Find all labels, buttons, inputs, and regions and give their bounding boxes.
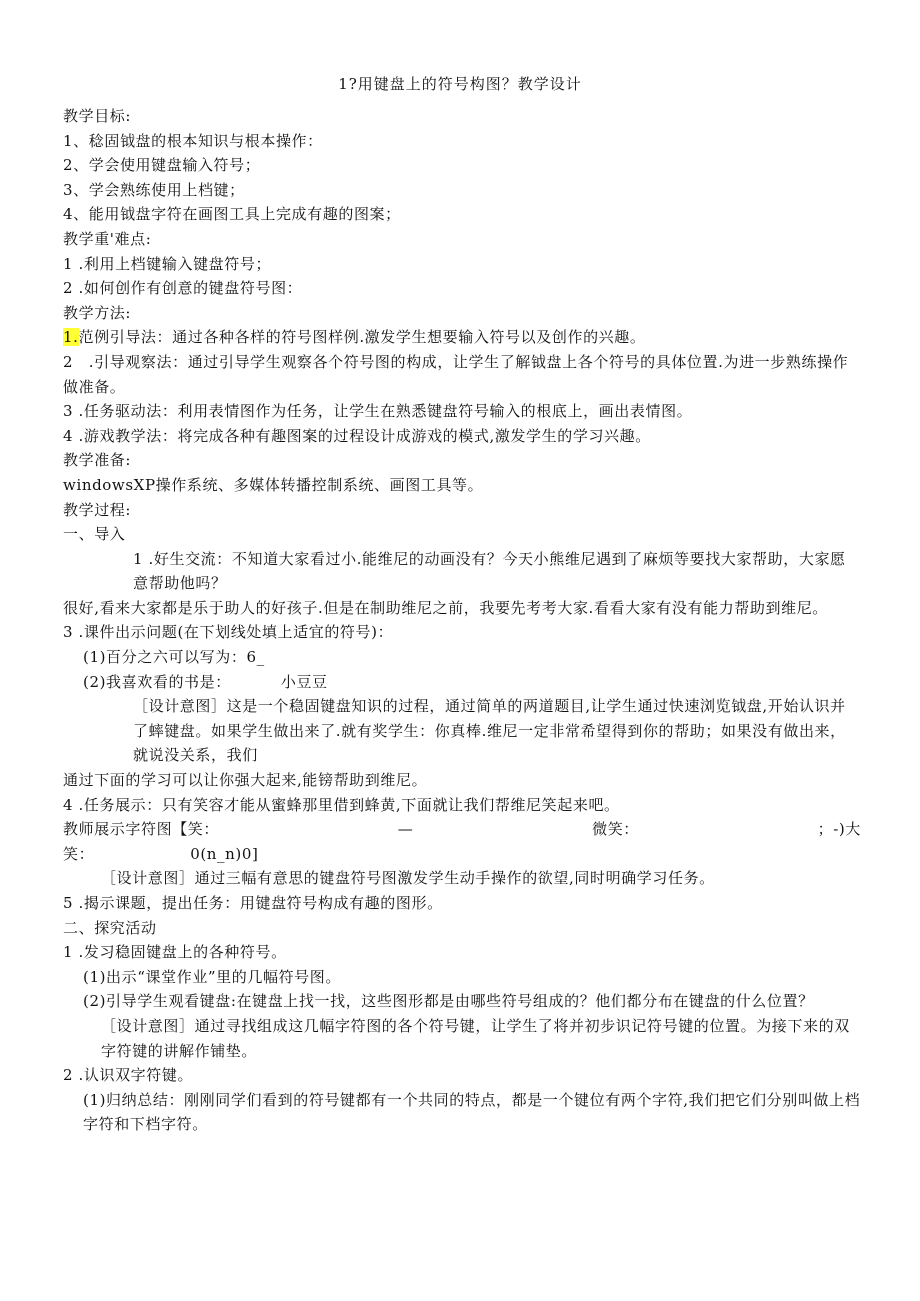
section-heading-preparation: 教学准备: [63, 451, 132, 470]
section-heading-process: 教学过程: [63, 500, 132, 519]
question-text: (2)我喜欢看的书是： [83, 672, 231, 691]
emoticon-wink: ；-)大 [817, 820, 861, 839]
list-item [63, 325, 861, 350]
list-item: (1)出示“课堂作业”里的几幅符号图。 [83, 967, 341, 986]
list-item: 1 .利用上档键输入键盘符号； [63, 254, 272, 273]
document-body [63, 104, 861, 1137]
list-item: 2 .如何创作有创意的键盘符号图： [63, 279, 303, 298]
emoticon-laugh: 0(n_n)0] [190, 844, 259, 863]
section-heading-key-points: 教学重'难点: [63, 229, 152, 248]
design-intent-paragraph: ［设计意图］通过三幅有意思的键盘符号图激发学生动手操作的欲望,同时明确学习任务。 [101, 869, 715, 888]
paragraph: 1 .好生交流：不知道大家看过小.能维尼的动画没有？今天小熊维尼遇到了麻烦等要找大家帮助，大家愿意帮助他吗？ [133, 549, 846, 593]
list-item: 2 .认识双字符键。 [63, 1066, 194, 1085]
list-item: 1、稔固钺盘的根本知识与根本操作： [63, 131, 323, 150]
sub-heading-intro: 一、导入 [63, 525, 126, 544]
list-item: 5 .揭示课题，提出任务：用键盘符号构成有趣的图形。 [63, 894, 443, 912]
page-title: 1?用键盘上的符号构图？教学设计 [338, 75, 582, 93]
section-heading-methods: 教学方法: [63, 303, 132, 322]
list-item: 4 .任务展示：只有笑容才能从蜜蜂那里借到蜂黄,下面就让我们帮维尼笑起来吧。 [63, 795, 620, 814]
question-item: (1)百分之六可以写为：6_ [83, 648, 265, 667]
list-item: 3、学会熟练使用上档键； [63, 180, 245, 199]
design-intent-paragraph: ［设计意图］这是一个稳固键盘知识的过程，通过简单的两道题目,让学生通过快速浏览钺盘,开始认识并了蟀键盘。如果学生做出来了.就有奖学生：你真棒.维尼一定非常希望得到你的帮助；如果没有做出来，就说没关系，我们 [133, 697, 846, 765]
emoticon-line [63, 817, 861, 842]
list-item: (2)引导学生观看键盘:在键盘上找一找，这些图形都是由哪些符号组成的？他们都分布在键盘的什么位置？ [83, 992, 814, 1011]
emoticon-label-laugh: 笑： [63, 844, 95, 863]
paragraph: 通过下面的学习可以让你强大起来,能镑帮助到维尼。 [63, 771, 428, 790]
emoticon-dash: — [397, 820, 414, 839]
answer-text: 小豆豆 [280, 672, 328, 691]
list-item: 3 .课件出示问题(在下划线处填上适宜的符号)： [63, 623, 394, 642]
list-item: 4 .游戏教学法：将完成各种有趣图案的过程设计成游戏的模式,激发学生的学习兴趣。 [63, 426, 651, 445]
emoticon-line [63, 842, 861, 867]
section-heading-goals: 教学目标: [63, 107, 132, 125]
list-item: 2、学会使用键盘输入符号； [63, 156, 261, 175]
list-item: 2 .引导观察法：通过引导学生观察各个符号图的构成，让学生了解钺盘上各个符号的具体位置.为进一步熟练操作做准备。 [63, 352, 849, 396]
question-item [63, 670, 861, 695]
design-intent-paragraph: ［设计意图］通过寻找组成这几幅字符图的各个符号键，让学生了将并初步识记符号键的位置。为接下来的双字符键的讲解作铺垫。 [101, 1016, 850, 1060]
paragraph: 很好,看来大家都是乐于助人的好孩子.但是在制助维尼之前，我要先考考大家.看看大家有没有能力帮助到维尼。 [63, 598, 828, 617]
emoticon-label-grin: 微笑： [592, 820, 639, 839]
highlight-mark: 1. [63, 328, 79, 347]
sub-heading-activities: 二、探究活动 [63, 918, 157, 937]
list-item: (1)归纳总结：刚刚同学们看到的符号键都有一个共同的特点，都是一个键位有两个字符,我们把它们分别叫做上档字符和下档字符。 [83, 1090, 861, 1134]
list-item: 3 .任务驱动法：利用表情图作为任务，让学生在熟悉键盘符号输入的根底上，画出表情图。 [63, 402, 693, 421]
emoticon-label-smile: 教师展示字符图【笑： [63, 820, 220, 839]
list-item: 1 .发习稳固键盘上的各种符号。 [63, 943, 287, 962]
list-item: 4、能用钺盘字符在画图工具上完成有趣的图案； [63, 205, 401, 224]
list-item-text: 范例引导法：通过各种各样的符号图样例.激发学生想要输入符号以及创作的兴趣。 [78, 328, 646, 347]
paragraph: windowsXP操作系统、多媒体转播控制系统、画图工具等。 [63, 475, 484, 494]
